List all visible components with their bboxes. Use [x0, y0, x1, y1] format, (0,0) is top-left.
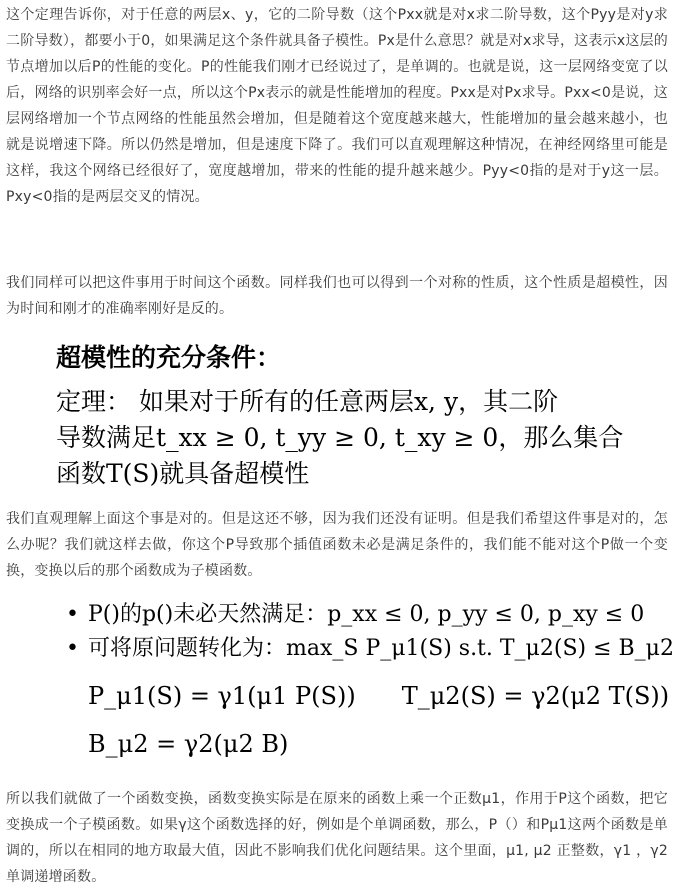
equation-row-2 — [66, 724, 656, 764]
equation-b-mu2: B_μ2 = γ2(μ2 B) — [88, 730, 289, 758]
transform-slide — [66, 598, 674, 764]
supermodularity-slide — [56, 340, 656, 492]
equation-row-1 — [66, 676, 670, 716]
bullet-1: • P()的p()未必天然满足：p_xx ≤ 0, p_yy ≤ 0, p_xy ≤ 0 — [66, 598, 656, 632]
bullet-2: • 可将原问题转化为：max_S P_μ1(S) s.t. T_μ2(S) ≤ B_μ2 — [66, 632, 656, 666]
paragraph-transform-explanation: 所以我们就做了一个函数变换，函数变换实际是在原来的函数上乘一个正数μ1，作用于P这个函数，把它变换成一个子模函数。如果γ这个函数选择的好，例如是个单调函数，那么，P（）和Pμ1这两个函数是单调的，所以在相同的地方取最大值，因此不影响我们优化问题结果。这个里面，μ1, μ2 正整数，γ1 ，γ2单调递增函数。 — [6, 791, 668, 885]
equation-t-mu2: T_μ2(S) = γ2(μ2 T(S)) — [401, 682, 670, 710]
paragraph-theorem-explanation: 这个定理告诉你，对于任意的两层x、y，它的二阶导数（这个Pxx就是对x求二阶导数，这个Pyy是对y求二阶导数），都要小于0，如果满足这个条件就具备子模性。Px是什么意思？就是对x求导，这表示x这层的节点增加以后P的性能的变化。P的性能我们刚才已经说过了，是单调的。也就是说，这一层网络变宽了以后，网络的识别率会好一点，所以这个Px表示的就是性能增加的程度。Pxx是对Px求导。Pxx<0是说，这层网络增加一个节点网络的性能虽然会增加，但是随着这个宽度越来越大，性能增加的量会越来越小，也就是说增速下降。所以仍然是增加，但是速度下降了。我们可以直观理解这种情况，在神经网络里可能是这样，我这个网络已经很好了，宽度越增加，带来的性能的提升越来越少。Pyy<0指的是对于y这一层。Pxy<0指的是两层交叉的情况。 — [6, 7, 668, 205]
equation-p-mu1: P_μ1(S) = γ1(μ1 P(S)) — [88, 682, 356, 710]
theorem-line-3: 函数T(S)就具备超模性 — [56, 459, 310, 488]
paragraph-time-function: 我们同样可以把这件事用于时间这个函数。同样我们也可以得到一个对称的性质，这个性质是超模性，因为时间和刚才的准确率刚好是反的。 — [6, 275, 668, 317]
bullet-dot: • — [66, 636, 79, 661]
slide-heading: 超模性的充分条件： — [56, 343, 282, 372]
paragraph-transform-intro: 我们直观理解上面这个事是对的。但是这还不够，因为我们还没有证明。但是我们希望这件事是对的，怎么办呢？我们就这样去做，你这个P导致那个插值函数未必是满足条件的，我们能不能对这个P做一个变换，变换以后的那个函数成为子模函数。 — [6, 511, 668, 579]
theorem-block — [56, 384, 656, 492]
theorem-line-1: 定理： 如果对于所有的任意两层x, y，其二阶 — [56, 387, 559, 416]
theorem-line-2: 导数满足t_xx ≥ 0, t_yy ≥ 0, t_xy ≥ 0，那么集合 — [56, 423, 624, 452]
bullet-dot: • — [66, 602, 79, 627]
